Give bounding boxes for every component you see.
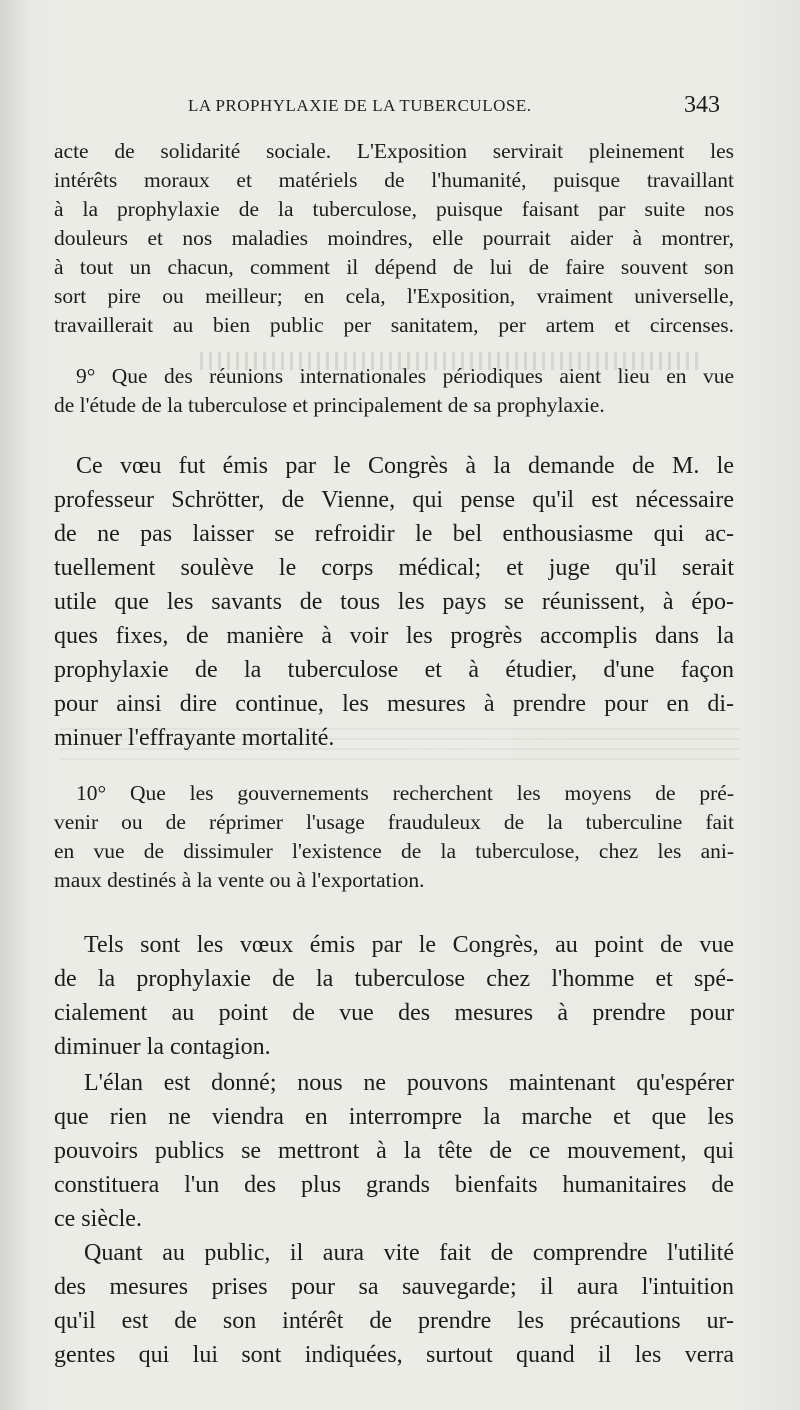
paragraph-voeu-9 — [54, 362, 734, 420]
text-line: professeur Schrötter, de Vienne, qui pense qu'il est nécessaire — [54, 487, 734, 513]
text-line: constituera l'un des plus grands bienfaits humanitaires de — [54, 1172, 734, 1198]
text-line: Quant au public, il aura vite fait de comprendre l'utilité — [84, 1240, 734, 1266]
text-line: utile que les savants de tous les pays se réunissent, à épo- — [54, 589, 734, 615]
text-line: L'élan est donné; nous ne pouvons maintenant qu'espérer — [84, 1070, 734, 1096]
text-line: travaillerait au bien public per sanitatem, per artem et circenses. — [54, 313, 734, 337]
paragraph-elan — [54, 1066, 734, 1236]
text-line: de la prophylaxie de la tuberculose chez l'homme et spé- — [54, 966, 734, 992]
paragraph-exposition — [54, 137, 734, 340]
text-line: prophylaxie de la tuberculose et à étudier, d'une façon — [54, 657, 734, 683]
text-line: Ce vœu fut émis par le Congrès à la demande de M. le — [76, 453, 734, 479]
text-line: 10° Que les gouvernements recherchent les moyens de pré- — [76, 781, 734, 805]
paragraph-public — [54, 1236, 734, 1372]
text-line: Tels sont les vœux émis par le Congrès, au point de vue — [84, 932, 734, 958]
text-line: tuellement soulève le corps médical; et juge qu'il serait — [54, 555, 734, 581]
paragraph-schrotter — [54, 449, 734, 755]
text-line: maux destinés à la vente ou à l'exportation. — [54, 868, 425, 892]
text-line: acte de solidarité sociale. L'Exposition servirait pleinement les — [54, 139, 734, 163]
text-line: de ne pas laisser se refroidir le bel enthousiasme qui ac- — [54, 521, 734, 547]
text-line: gentes qui lui sont indiquées, surtout quand il les verra — [54, 1342, 734, 1368]
text-line: qu'il est de son intérêt de prendre les précautions ur- — [54, 1308, 734, 1334]
text-line: à tout un chacun, comment il dépend de lui de faire souvent son — [54, 255, 734, 279]
text-line: à la prophylaxie de la tuberculose, puisque faisant par suite nos — [54, 197, 734, 221]
paragraph-voeu-10 — [54, 779, 734, 895]
text-line: ce siècle. — [54, 1206, 142, 1232]
paragraph-voeux-summary — [54, 928, 734, 1064]
text-line: que rien ne viendra en interrompre la marche et que les — [54, 1104, 734, 1130]
text-line: minuer l'effrayante mortalité. — [54, 725, 335, 751]
text-line: de l'étude de la tuberculose et principalement de sa prophylaxie. — [54, 393, 605, 417]
page-number: 343 — [684, 92, 720, 118]
text-line: des mesures prises pour sa sauvegarde; il aura l'intuition — [54, 1274, 734, 1300]
running-title: LA PROPHYLAXIE DE LA TUBERCULOSE. — [188, 96, 532, 115]
text-line: en vue de dissimuler l'existence de la tuberculose, chez les ani- — [54, 839, 734, 863]
text-line: venir ou de réprimer l'usage frauduleux de la tuberculine fait — [54, 810, 734, 834]
text-line: pour ainsi dire continue, les mesures à prendre pour en di- — [54, 691, 734, 717]
text-line: intérêts moraux et matériels de l'humanité, puisque travaillant — [54, 168, 734, 192]
text-line: douleurs et nos maladies moindres, elle pourrait aider à montrer, — [54, 226, 734, 250]
text-line: 9° Que des réunions internationales périodiques aient lieu en vue — [76, 364, 734, 388]
text-line: cialement au point de vue des mesures à prendre pour — [54, 1000, 734, 1026]
text-line: diminuer la contagion. — [54, 1034, 271, 1060]
text-line: ques fixes, de manière à voir les progrès accomplis dans la — [54, 623, 734, 649]
text-line: pouvoirs publics se mettront à la tête de ce mouvement, qui — [54, 1138, 734, 1164]
text-line: sort pire ou meilleur; en cela, l'Exposition, vraiment universelle, — [54, 284, 734, 308]
